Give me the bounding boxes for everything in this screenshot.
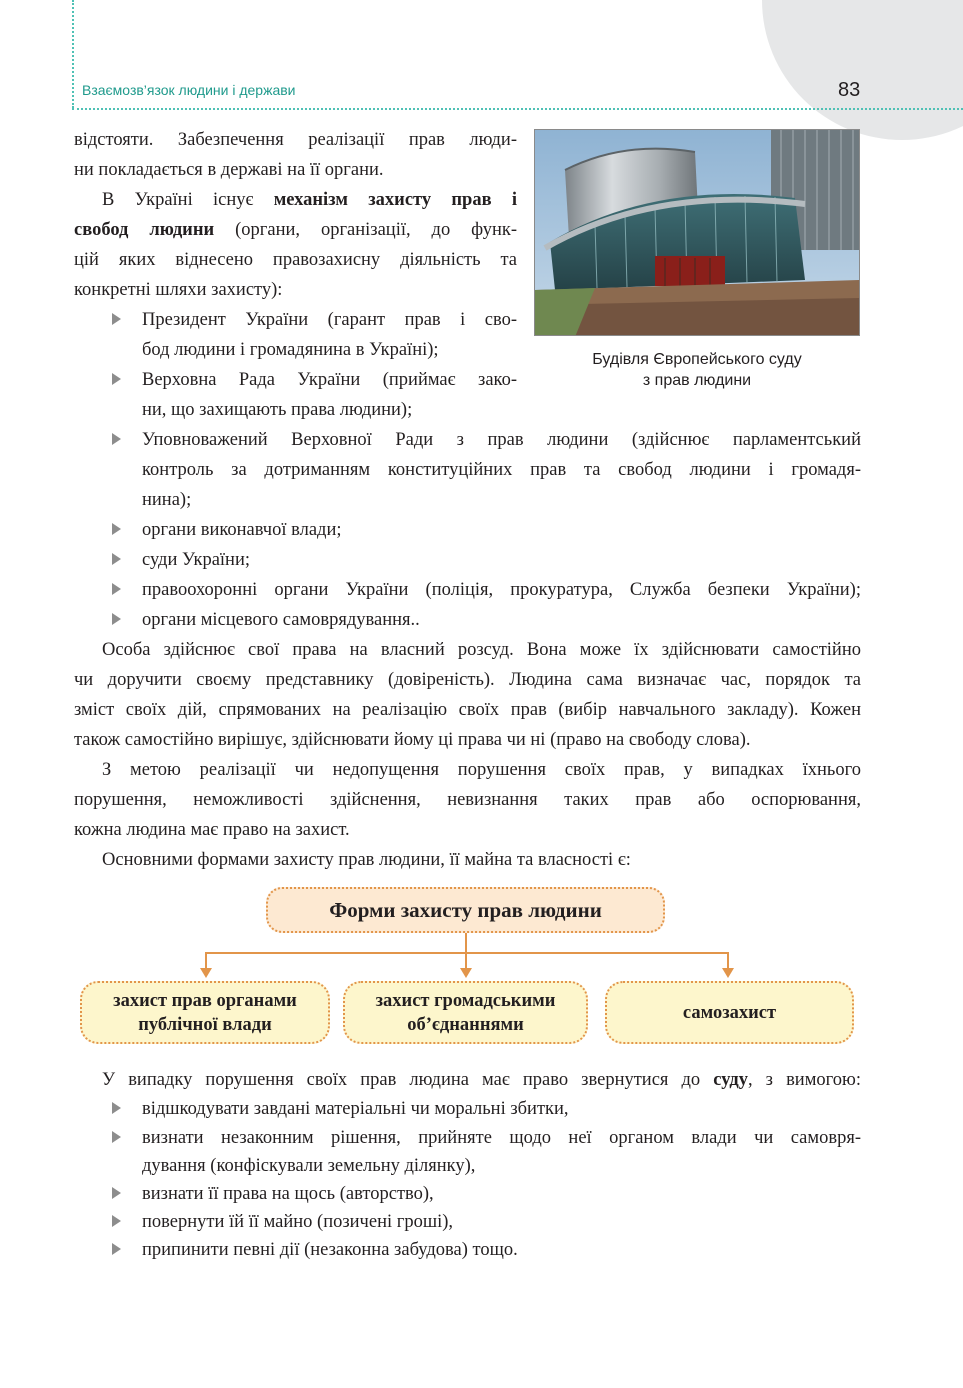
- paragraph-line: зміст своїх дій, спрямованих на реалізацію своїх прав (вибір навчального закладу). Кожен: [74, 700, 861, 720]
- scheme-title: Форми захисту прав людини: [266, 887, 665, 933]
- paragraph-line: чи доручити своєму представнику (довіреність). Людина сама визначає час, порядок та: [74, 670, 861, 690]
- corner-decoration: [762, 0, 963, 140]
- photo-caption-line-2: з прав людини: [642, 372, 752, 389]
- scheme-box-line: публічної влади: [138, 1014, 272, 1035]
- bullet-icon: [112, 313, 121, 325]
- text-run: В Україні існує: [102, 190, 274, 210]
- bullet-icon: [112, 1243, 121, 1255]
- bullet-icon: [112, 373, 121, 385]
- key-term: суду: [713, 1070, 748, 1090]
- header-rule: [72, 108, 963, 110]
- scheme-box-self-defense: самозахист: [605, 981, 854, 1044]
- bullet-icon: [112, 433, 121, 445]
- bullet-icon: [112, 613, 121, 625]
- paragraph-line: кожна людина має право на захист.: [74, 820, 350, 840]
- list-item-line: припинити певні дії (незаконна забудова) тощо.: [142, 1240, 518, 1260]
- scheme-box-line: об’єднаннями: [407, 1014, 524, 1035]
- list-item-line: нина);: [142, 490, 192, 510]
- scheme-connector: [465, 933, 467, 953]
- list-item-line: Верховна Рада України (приймає зако-: [142, 370, 517, 390]
- list-item-line: суди України;: [142, 550, 250, 570]
- list-item-line: Президент України (гарант прав і сво-: [142, 310, 517, 330]
- list-item-line: визнати її права на щось (авторство),: [142, 1184, 434, 1204]
- text-run: (органи, організації, до функ-: [214, 220, 517, 240]
- paragraph-line: Особа здійснює свої права на власний розсуд. Вона може їх здійснювати самостійно: [102, 640, 861, 660]
- paragraph-line: [102, 185, 517, 215]
- photo-caption: [534, 349, 860, 391]
- list-item-line: бод людини і громадянина в Україні);: [142, 340, 439, 360]
- photo-caption-line-1: Будівля Європейського суду: [592, 351, 802, 368]
- list-item-line: повернути їй її майно (позичені гроші),: [142, 1212, 453, 1232]
- text-run: У випадку порушення своїх прав людина має право звернутися до: [102, 1070, 714, 1090]
- paragraph-line: ни покладається в державі на її органи.: [74, 160, 384, 180]
- margin-rule-vertical: [72, 0, 74, 108]
- paragraph-line: відстояти. Забезпечення реалізації прав люди-: [74, 130, 517, 150]
- arrow-down-icon: [460, 968, 472, 978]
- court-building-illustration: [535, 130, 860, 336]
- scheme-connector: [727, 952, 729, 969]
- bullet-icon: [112, 583, 121, 595]
- text-run: , з вимогою:: [747, 1070, 861, 1090]
- arrow-down-icon: [722, 968, 734, 978]
- paragraph-line: конкретні шляхи захисту):: [74, 280, 283, 300]
- court-building-photo: [534, 129, 860, 336]
- list-item-line: відшкодувати завдані матеріальні чи моральні збитки,: [142, 1099, 569, 1119]
- scheme-connector: [205, 952, 207, 969]
- scheme-box-line: захист прав органами: [113, 990, 297, 1011]
- bullet-icon: [112, 523, 121, 535]
- key-term: механізм захисту прав і: [273, 190, 517, 210]
- scheme-box-line: захист громадськими: [375, 990, 556, 1011]
- paragraph-line: також самостійно вирішує, здійснювати йому ці права чи ні (право на свободу слова).: [74, 730, 751, 750]
- list-item-line: органи місцевого самоврядування..: [142, 610, 420, 630]
- bullet-icon: [112, 1102, 121, 1114]
- list-item-line: Уповноважений Верховної Ради з прав людини (здійснює парламентський: [142, 430, 861, 450]
- bullet-icon: [112, 1131, 121, 1143]
- paragraph-line: [102, 1065, 861, 1095]
- paragraph-line: порушення, неможливості здійснення, невизнання таких прав або оспорювання,: [74, 790, 861, 810]
- bullet-icon: [112, 1215, 121, 1227]
- bullet-icon: [112, 553, 121, 565]
- scheme-box-public-authority: [80, 981, 330, 1044]
- running-head: Взаємозв’язок людини і держави: [82, 82, 296, 98]
- list-item-line: визнати незаконним рішення, прийняте щодо неї органом влади чи самовря-: [142, 1128, 861, 1148]
- paragraph-line: цій яких віднесено правозахисну діяльність та: [74, 250, 517, 270]
- paragraph-line: [74, 215, 517, 245]
- list-item-line: правоохоронні органи України (поліція, прокуратура, Служба безпеки України);: [142, 580, 861, 600]
- list-item-line: контроль за дотриманням конституційних прав та свобод людини і громадя-: [142, 460, 861, 480]
- page-number: 83: [838, 79, 861, 101]
- paragraph-line: Основними формами захисту прав людини, її майна та власності є:: [102, 850, 631, 870]
- scheme-connector: [465, 952, 467, 969]
- bullet-icon: [112, 1187, 121, 1199]
- scheme-box-public-associations: [343, 981, 588, 1044]
- key-term: свобод людини: [74, 220, 215, 240]
- list-item-line: органи виконавчої влади;: [142, 520, 342, 540]
- scheme-connector: [205, 952, 729, 954]
- list-item-line: дування (конфіскували земельну ділянку),: [142, 1156, 476, 1176]
- paragraph-line: З метою реалізації чи недопущення порушення своїх прав, у випадках їхнього: [102, 760, 861, 780]
- list-item-line: ни, що захищають права людини);: [142, 400, 413, 420]
- arrow-down-icon: [200, 968, 212, 978]
